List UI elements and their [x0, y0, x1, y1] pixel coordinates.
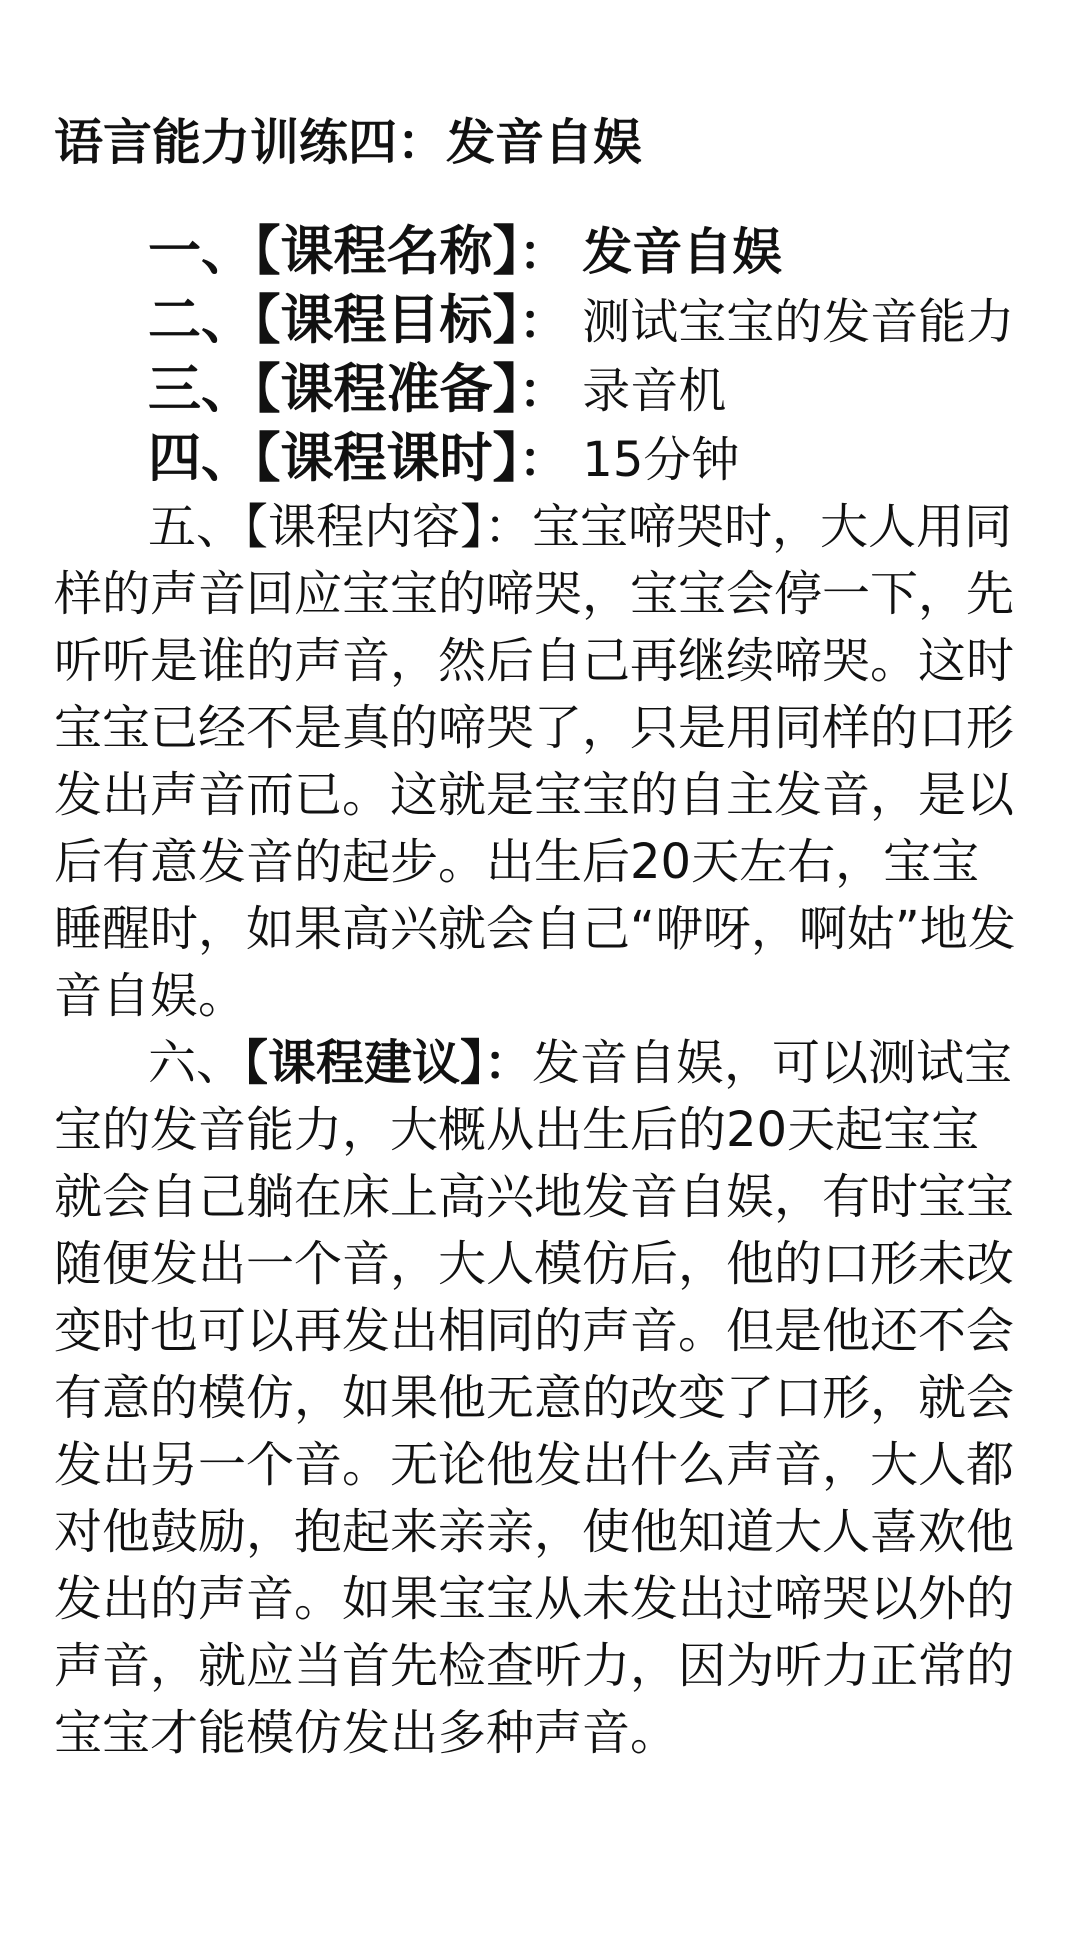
section-colon: ： — [519, 294, 568, 350]
section-course-name — [54, 218, 1026, 287]
section-colon: ： — [519, 432, 568, 488]
section-value: 发音自娱 — [582, 223, 783, 281]
section-label: 【课程建议】 — [244, 1035, 485, 1091]
section-label: 二、【课程目标】 — [148, 290, 519, 351]
document-title: 语言能力训练四：发音自娱 — [54, 114, 643, 171]
section-course-goal — [54, 287, 1026, 356]
section-colon: ： — [484, 499, 533, 555]
section-label: 四、【课程课时】 — [148, 428, 519, 489]
section-colon: ： — [519, 363, 568, 419]
section-value: 15分钟 — [582, 432, 740, 488]
section-course-preparation — [54, 356, 1026, 425]
section-value: 宝宝啼哭时，大人用同样的声音回应宝宝的啼哭，宝宝会停一下，先听听是谁的声音，然后自己再继续啼哭。这时宝宝已经不是真的啼哭了，只是用同样的口形发出声音而已。这就是宝宝的自主发音，是以后有意发音的起步。出生后20天左右，宝宝睡醒时，如果高兴就会自己“咿呀，啊姑”地发音自娱。 — [54, 499, 1016, 1024]
section-label: 三、【课程准备】 — [148, 359, 519, 420]
section-colon: ： — [484, 1035, 533, 1091]
section-colon: ： — [519, 225, 568, 281]
section-course-duration — [54, 425, 1026, 494]
section-value: 录音机 — [582, 363, 727, 419]
section-label-prefix: 六、 — [148, 1035, 245, 1091]
section-value: 发音自娱，可以测试宝宝的发音能力，大概从出生后的20天起宝宝就会自己躺在床上高兴地发音自娱，有时宝宝随便发出一个音，大人模仿后，他的口形未改变时也可以再发出相同的声音。但是他还不会有意的模仿，如果他无意的改变了口形，就会发出另一个音。无论他发出什么声音，大人都对他鼓励，抱起来亲亲，使他知道大人喜欢他发出的声音。如果宝宝从未发出过啼哭以外的声音，就应当首先检查听力，因为听力正常的宝宝才能模仿发出多种声音。 — [54, 1035, 1015, 1761]
section-label: 五、【课程内容】 — [148, 499, 485, 555]
section-course-suggestion — [54, 1030, 1026, 1767]
section-course-content — [54, 494, 1026, 1030]
section-value: 测试宝宝的发音能力 — [582, 294, 1015, 350]
section-label: 一、【课程名称】 — [148, 221, 519, 282]
